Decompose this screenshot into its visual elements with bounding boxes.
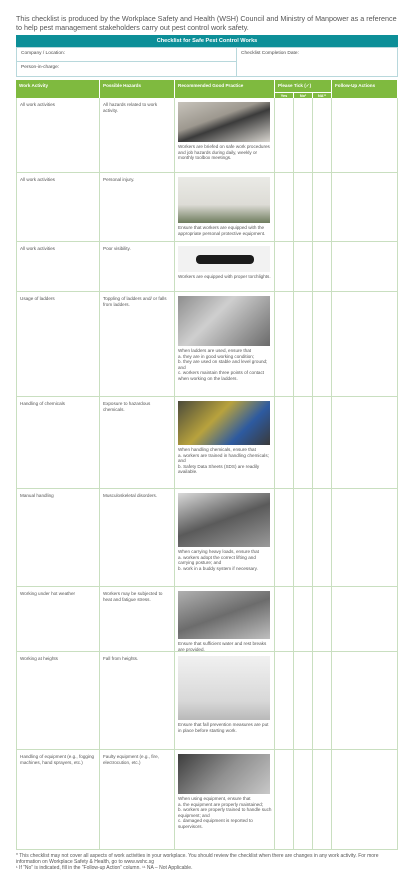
- footer-notes: [16, 853, 400, 872]
- header-follow-up: Follow-Up Actions: [332, 80, 398, 98]
- follow-up-cell[interactable]: [332, 489, 398, 586]
- tick-yes-cell[interactable]: [275, 587, 294, 651]
- table-row: [16, 397, 398, 489]
- table-row: [16, 242, 398, 292]
- table-row: [16, 173, 398, 242]
- tick-no-cell[interactable]: [294, 397, 313, 488]
- good-practice-text: Workers are briefed on safe work procedures and job hazards during daily, weekly or monthly toolbox meetings.: [178, 144, 270, 161]
- company-location-field[interactable]: Company / Location:: [17, 48, 237, 62]
- good-practice-cell: [175, 242, 275, 291]
- follow-up-cell[interactable]: [332, 292, 398, 396]
- hazard-cell: Workers may be subjected to heat and fatigue stress.: [100, 587, 175, 651]
- header-good-practice: Recommended Good Practice: [175, 80, 275, 98]
- tick-yes-cell[interactable]: [275, 292, 294, 396]
- tick-no-cell[interactable]: [294, 652, 313, 749]
- table-row: [16, 489, 398, 587]
- tick-na-cell[interactable]: [313, 750, 332, 849]
- good-practice-cell: [175, 98, 275, 172]
- good-practice-text: Ensure that sufficient water and rest breaks are provided.: [178, 641, 267, 652]
- tick-yes-cell[interactable]: [275, 750, 294, 849]
- tick-no-cell[interactable]: [294, 292, 313, 396]
- tick-yes-cell[interactable]: [275, 652, 294, 749]
- header-yes: Yes: [275, 92, 294, 98]
- tick-na-cell[interactable]: [313, 397, 332, 488]
- hazard-cell: Personal injury.: [100, 173, 175, 241]
- table-row: [16, 292, 398, 397]
- good-practice-cell: [175, 652, 275, 749]
- follow-up-cell[interactable]: [332, 750, 398, 849]
- good-practice-text: When ladders are used, ensure that a. they are in good working condition; b. they are used on stable and level ground; and c. workers maintain three points of contact when working on the ladders.: [178, 348, 268, 381]
- tick-na-cell[interactable]: [313, 173, 332, 241]
- tick-na-cell[interactable]: [313, 242, 332, 291]
- checklist-title-banner: Checklist for Safe Pest Control Works: [16, 35, 398, 47]
- follow-up-cell[interactable]: [332, 242, 398, 291]
- table-row: [16, 652, 398, 750]
- good-practice-text: Ensure that fall prevention measures are put in place before starting work.: [178, 722, 269, 733]
- good-practice-text: When handling chemicals, ensure that a. workers are trained in handling chemicals; and b. Safety Data Sheets (SDS) are readily available.: [178, 447, 269, 475]
- table-row: [16, 98, 398, 173]
- tick-na-cell[interactable]: [313, 292, 332, 396]
- good-practice-text: When carrying heavy loads, ensure that a. workers adopt the correct lifting and carrying posture; and b. work in a buddy system if necessary.: [178, 549, 259, 571]
- tick-yes-cell[interactable]: [275, 489, 294, 586]
- tick-yes-cell[interactable]: [275, 173, 294, 241]
- work-activity-cell: Working under hot weather: [16, 587, 100, 651]
- header-please-tick: Please Tick (✓): [275, 80, 332, 92]
- follow-up-cell[interactable]: [332, 587, 398, 651]
- ladder-photo: [178, 296, 270, 346]
- good-practice-cell: [175, 750, 275, 849]
- good-practice-text: Ensure that workers are equipped with the appropriate personal protective equipment.: [178, 225, 266, 236]
- header-no: No¹: [294, 92, 313, 98]
- tick-yes-cell[interactable]: [275, 242, 294, 291]
- intro-text: This checklist is produced by the Workplace Safety and Health (WSH) Council and Ministry of Manpower as a reference to help pest management stakeholders carry out pest control work safety.: [16, 14, 397, 32]
- hazard-cell: Exposure to hazardous chemicals.: [100, 397, 175, 488]
- header-work-activity: Work Activity: [16, 80, 100, 98]
- hazard-cell: Musculoskeletal disorders.: [100, 489, 175, 586]
- hazard-cell: Fall from heights.: [100, 652, 175, 749]
- good-practice-text: Workers are equipped with proper torchlights.: [178, 274, 271, 279]
- work-activity-cell: Working at heights: [16, 652, 100, 749]
- good-practice-text: When using equipment, ensure that a. the equipment are properly maintained; b. workers are properly trained to handle such equipment; and c. damaged equipment is reported to supervisors.: [178, 796, 272, 829]
- follow-up-cell[interactable]: [332, 173, 398, 241]
- height-harness-photo: [178, 656, 270, 720]
- table-body: [16, 98, 398, 850]
- person-in-charge-field[interactable]: Person-in-charge:: [17, 62, 237, 76]
- ppe-worker-photo: [178, 177, 270, 223]
- follow-up-cell[interactable]: [332, 98, 398, 172]
- tick-yes-cell[interactable]: [275, 397, 294, 488]
- checklist-table: [16, 80, 398, 850]
- good-practice-cell: [175, 489, 275, 586]
- work-activity-cell: Usage of ladders: [16, 292, 100, 396]
- good-practice-cell: [175, 173, 275, 241]
- torchlight-photo: [178, 246, 270, 272]
- tick-na-cell[interactable]: [313, 652, 332, 749]
- header-possible-hazards: Possible Hazards: [100, 80, 175, 98]
- footer-note-1: * This checklist may not cover all aspects of work activities in your workplace. You should review the checklist when there are changes in any work activity. For more information on Workplace Safety & Health, go to www.wshc.sg: [16, 853, 379, 866]
- follow-up-cell[interactable]: [332, 652, 398, 749]
- good-practice-cell: [175, 587, 275, 651]
- tick-no-cell[interactable]: [294, 173, 313, 241]
- work-activity-cell: Manual handling: [16, 489, 100, 586]
- footer-note-2: ¹ If “No” is indicated, fill in the “Follow-up Action” column. ¹¹ NA – Not Applicable.: [16, 865, 193, 872]
- table-row: [16, 750, 398, 850]
- torchlight-icon: [196, 255, 254, 264]
- tick-na-cell[interactable]: [313, 489, 332, 586]
- tick-na-cell[interactable]: [313, 587, 332, 651]
- hazard-cell: Toppling of ladders and/ or falls from ladders.: [100, 292, 175, 396]
- hazard-cell: All hazards related to work activity.: [100, 98, 175, 172]
- manual-handling-photo: [178, 493, 270, 547]
- work-activity-cell: All work activities: [16, 98, 100, 172]
- chemicals-photo: [178, 401, 270, 445]
- work-activity-cell: Handling of equipment (e.g., fogging machines, hand sprayers, etc.): [16, 750, 100, 849]
- equipment-photo: [178, 754, 270, 794]
- work-activity-cell: Handling of chemicals: [16, 397, 100, 488]
- hazard-cell: Faulty equipment (e.g., fire, electrocution, etc.): [100, 750, 175, 849]
- hazard-cell: Poor visibility.: [100, 242, 175, 291]
- follow-up-cell[interactable]: [332, 397, 398, 488]
- header-na: NA¹¹: [313, 92, 332, 98]
- info-block: [16, 47, 398, 77]
- good-practice-cell: [175, 397, 275, 488]
- tick-no-cell[interactable]: [294, 750, 313, 849]
- tick-na-cell[interactable]: [313, 98, 332, 172]
- tick-yes-cell[interactable]: [275, 98, 294, 172]
- rest-break-photo: [178, 591, 270, 639]
- completion-date-field[interactable]: Checklist Completion Date:: [241, 51, 299, 56]
- tick-no-cell[interactable]: [294, 489, 313, 586]
- table-header: [16, 80, 398, 98]
- table-row: [16, 587, 398, 652]
- tick-no-cell[interactable]: [294, 587, 313, 651]
- work-activity-cell: All work activities: [16, 242, 100, 291]
- tick-no-cell[interactable]: [294, 242, 313, 291]
- tick-no-cell[interactable]: [294, 98, 313, 172]
- work-activity-cell: All work activities: [16, 173, 100, 241]
- good-practice-cell: [175, 292, 275, 396]
- group-briefing-photo: [178, 102, 270, 142]
